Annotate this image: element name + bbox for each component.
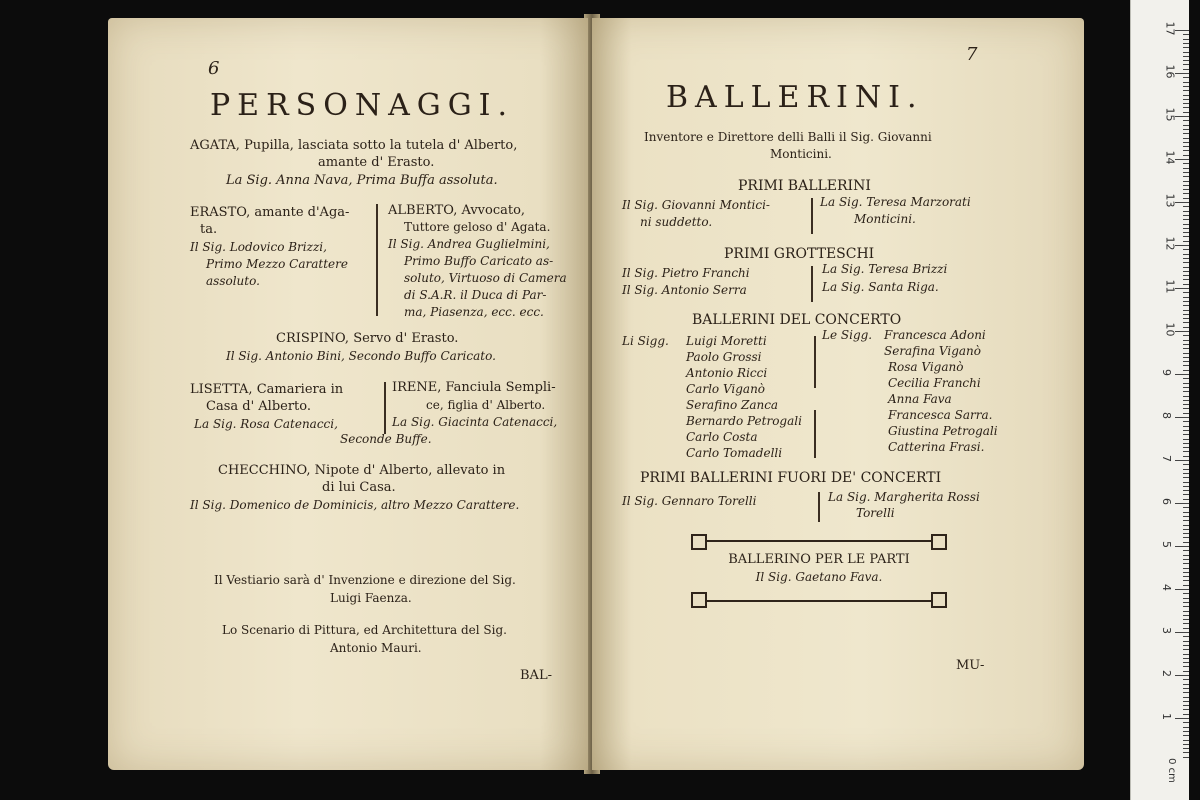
- ruler-minor-tick: [1183, 731, 1189, 732]
- ruler-minor-tick: [1183, 434, 1189, 435]
- ruler-minor-tick: [1183, 408, 1189, 409]
- concerto-right-name: Giustina Petrogali: [888, 424, 998, 438]
- ruler-minor-tick: [1183, 258, 1189, 259]
- ruler-minor-tick: [1183, 623, 1189, 624]
- ruler-minor-tick: [1183, 714, 1189, 715]
- ruler-minor-tick: [1183, 95, 1189, 96]
- ruler-minor-tick: [1183, 374, 1189, 375]
- fuori-title: PRIMI BALLERINI FUORI DE' CONCERTI: [640, 470, 942, 486]
- irene-line3: La Sig. Giacinta Catenacci,: [392, 415, 558, 429]
- ruler-minor-tick: [1183, 56, 1189, 57]
- agata-line3: La Sig. Anna Nava, Prima Buffa assoluta.: [226, 173, 498, 188]
- ruler-minor-tick: [1183, 477, 1189, 478]
- ruler-minor-tick: [1183, 383, 1189, 384]
- ruler-minor-tick: [1183, 740, 1189, 741]
- ruler-minor-tick: [1183, 348, 1189, 349]
- column-divider: [811, 198, 813, 234]
- ruler-minor-tick: [1183, 322, 1189, 323]
- ruler-minor-tick: [1183, 473, 1189, 474]
- column-divider: [376, 204, 378, 316]
- crispino-line1: CRISPINO, Servo d' Erasto.: [276, 331, 459, 346]
- ruler-minor-tick: [1183, 439, 1189, 440]
- ruler-minor-tick: [1183, 159, 1189, 160]
- ruler-minor-tick: [1183, 39, 1189, 40]
- alberto-line2: Tuttore geloso d' Agata.: [404, 220, 551, 234]
- crispino-line2: Il Sig. Antonio Bini, Secondo Buffo Caricato.: [226, 349, 496, 363]
- ruler-minor-tick: [1183, 598, 1189, 599]
- ruler-number: 12: [1163, 236, 1177, 251]
- ruler-minor-tick: [1183, 279, 1189, 280]
- ruler-minor-tick: [1183, 202, 1189, 203]
- ruler-minor-tick: [1183, 215, 1189, 216]
- ruler-minor-tick: [1183, 494, 1189, 495]
- ruler-minor-tick: [1183, 288, 1189, 289]
- ruler-minor-tick: [1183, 679, 1189, 680]
- ruler-minor-tick: [1183, 516, 1189, 517]
- ruler-minor-tick: [1183, 654, 1189, 655]
- ruler-minor-tick: [1183, 722, 1189, 723]
- ruler-number: 2: [1160, 670, 1173, 677]
- ruler-minor-tick: [1183, 735, 1189, 736]
- ruler-minor-tick: [1183, 563, 1189, 564]
- erasto-line1: ERASTO, amante d'Aga-: [190, 205, 350, 220]
- primi-grotteschi-left2: Il Sig. Antonio Serra: [622, 283, 747, 297]
- ruler-minor-tick: [1183, 86, 1189, 87]
- ruler-minor-tick: [1183, 163, 1189, 164]
- ruler-minor-tick: [1183, 146, 1189, 147]
- concerto-right-prefix: Le Sigg.: [822, 328, 873, 342]
- ruler-minor-tick: [1183, 396, 1189, 397]
- ruler-minor-tick: [1183, 206, 1189, 207]
- ruler-minor-tick: [1183, 533, 1189, 534]
- measurement-ruler: [1130, 0, 1189, 800]
- concerto-right-name: Rosa Viganò: [888, 360, 964, 374]
- ruler-minor-tick: [1183, 335, 1189, 336]
- primi-ballerini-right1: La Sig. Teresa Marzorati: [820, 195, 971, 209]
- fuori-left1: Il Sig. Gennaro Torelli: [622, 494, 757, 508]
- ruler-minor-tick: [1183, 705, 1189, 706]
- concerto-left-name: Paolo Grossi: [686, 350, 762, 364]
- ruler-minor-tick: [1183, 211, 1189, 212]
- ruler-minor-tick: [1183, 692, 1189, 693]
- concerto-left-name: Antonio Ricci: [686, 366, 768, 380]
- column-divider: [818, 492, 820, 522]
- ruler-minor-tick: [1183, 662, 1189, 663]
- ruler-minor-tick: [1183, 64, 1189, 65]
- ruler-minor-tick: [1183, 99, 1189, 100]
- ruler-minor-tick: [1183, 426, 1189, 427]
- alberto-line1: ALBERTO, Avvocato,: [388, 203, 526, 218]
- ruler-minor-tick: [1183, 267, 1189, 268]
- ruler-minor-tick: [1183, 155, 1189, 156]
- ruler-unit-label: 0 cm: [1165, 758, 1177, 783]
- concerto-right-name: Serafina Viganò: [884, 344, 981, 358]
- ruler-minor-tick: [1183, 555, 1189, 556]
- ruler-minor-tick: [1183, 52, 1189, 53]
- primi-ballerini-right2: Monticini.: [854, 212, 916, 226]
- irene-line1: IRENE, Fanciula Sempli-: [392, 380, 556, 395]
- ruler-minor-tick: [1183, 537, 1189, 538]
- ruler-minor-tick: [1183, 301, 1189, 302]
- column-divider: [384, 382, 386, 434]
- ruler-number: 8: [1160, 412, 1173, 419]
- irene-line2: ce, figlia d' Alberto.: [426, 398, 546, 412]
- column-divider: [811, 266, 813, 302]
- scenario-line1: Lo Scenario di Pittura, ed Architettura del Sig.: [222, 623, 507, 637]
- ruler-minor-tick: [1183, 632, 1189, 633]
- ruler-number: 3: [1160, 627, 1173, 634]
- ruler-minor-tick: [1183, 499, 1189, 500]
- ruler-minor-tick: [1183, 546, 1189, 547]
- ruler-number: 16: [1163, 64, 1177, 79]
- concerto-left-prefix: Li Sigg.: [622, 334, 669, 348]
- left-page: [108, 18, 588, 770]
- ruler-minor-tick: [1183, 675, 1189, 676]
- ruler-minor-tick: [1183, 353, 1189, 354]
- primi-ballerini-left1: Il Sig. Giovanni Montici-: [622, 198, 770, 212]
- ruler-minor-tick: [1183, 641, 1189, 642]
- ruler-minor-tick: [1183, 697, 1189, 698]
- concerto-right-name: Francesca Adoni: [884, 328, 986, 342]
- ruler-minor-tick: [1183, 60, 1189, 61]
- ruler-minor-tick: [1183, 168, 1189, 169]
- concerto-right-name: Catterina Frasi.: [888, 440, 985, 454]
- box-corner: [931, 534, 947, 550]
- concerto-left-name: Carlo Costa: [686, 430, 758, 444]
- ruler-number: 14: [1163, 150, 1177, 165]
- ruler-minor-tick: [1183, 602, 1189, 603]
- ruler-minor-tick: [1183, 701, 1189, 702]
- ruler-minor-tick: [1183, 327, 1189, 328]
- ruler-minor-tick: [1183, 305, 1189, 306]
- ballerino-parti-box: [699, 540, 939, 602]
- ruler-minor-tick: [1183, 275, 1189, 276]
- ruler-minor-tick: [1183, 150, 1189, 151]
- ruler-minor-tick: [1183, 520, 1189, 521]
- alberto-line5: soluto, Virtuoso di Camera: [404, 271, 567, 285]
- ruler-minor-tick: [1183, 529, 1189, 530]
- alberto-line7: ma, Piasenza, ecc. ecc.: [404, 305, 544, 319]
- concerto-left-name: Carlo Viganò: [686, 382, 766, 396]
- ruler-minor-tick: [1183, 232, 1189, 233]
- ruler-number: 9: [1160, 369, 1173, 376]
- ruler-minor-tick: [1183, 318, 1189, 319]
- concerto-right-name: Francesca Sarra.: [888, 408, 993, 422]
- box-corner: [931, 592, 947, 608]
- ruler-minor-tick: [1183, 77, 1189, 78]
- ruler-minor-tick: [1183, 611, 1189, 612]
- ruler-minor-tick: [1183, 542, 1189, 543]
- ruler-minor-tick: [1183, 744, 1189, 745]
- concerto-left-name: Serafino Zanca: [686, 398, 779, 412]
- lisetta-line3: La Sig. Rosa Catenacci,: [194, 417, 338, 431]
- ruler-minor-tick: [1183, 404, 1189, 405]
- ruler-minor-tick: [1183, 193, 1189, 194]
- ruler-minor-tick: [1183, 314, 1189, 315]
- ruler-minor-tick: [1183, 34, 1189, 35]
- ruler-minor-tick: [1183, 254, 1189, 255]
- right-page-number: 7: [966, 44, 978, 65]
- ruler-minor-tick: [1183, 284, 1189, 285]
- ruler-minor-tick: [1183, 387, 1189, 388]
- ruler-minor-tick: [1183, 176, 1189, 177]
- right-catchword: MU-: [956, 658, 985, 673]
- ruler-minor-tick: [1183, 430, 1189, 431]
- ruler-minor-tick: [1183, 185, 1189, 186]
- ruler-minor-tick: [1183, 69, 1189, 70]
- ruler-minor-tick: [1183, 172, 1189, 173]
- concerto-right-name: Cecilia Franchi: [888, 376, 981, 390]
- inventore-line1: Inventore e Direttore delli Balli il Sig. Giovanni: [644, 130, 932, 144]
- ruler-number: 11: [1163, 279, 1177, 294]
- ruler-minor-tick: [1183, 580, 1189, 581]
- ruler-number: 13: [1163, 193, 1177, 208]
- ruler-minor-tick: [1183, 112, 1189, 113]
- ruler-minor-tick: [1183, 241, 1189, 242]
- ruler-minor-tick: [1183, 417, 1189, 418]
- ruler-minor-tick: [1183, 709, 1189, 710]
- ruler-minor-tick: [1183, 606, 1189, 607]
- ruler-minor-tick: [1183, 361, 1189, 362]
- erasto-line5: assoluto.: [206, 274, 260, 288]
- ruler-minor-tick: [1183, 391, 1189, 392]
- ruler-minor-tick: [1183, 490, 1189, 491]
- ruler-minor-tick: [1183, 752, 1189, 753]
- ruler-minor-tick: [1183, 486, 1189, 487]
- parti-line2: Il Sig. Gaetano Fava.: [755, 570, 883, 584]
- ruler-minor-tick: [1183, 585, 1189, 586]
- alberto-line4: Primo Buffo Caricato as-: [404, 254, 554, 268]
- concerto-right-name: Anna Fava: [888, 392, 952, 406]
- vestiario-line1: Il Vestiario sarà d' Invenzione e direzione del Sig.: [214, 573, 516, 587]
- ruler-minor-tick: [1183, 271, 1189, 272]
- seconde-buffe: Seconde Buffe.: [340, 432, 432, 446]
- ruler-minor-tick: [1183, 103, 1189, 104]
- checchino-line2: di lui Casa.: [322, 480, 396, 495]
- ruler-minor-tick: [1183, 120, 1189, 121]
- agata-line1: AGATA, Pupilla, lasciata sotto la tutela d' Alberto,: [190, 138, 518, 153]
- inventore-line2: Monticini.: [770, 147, 832, 161]
- alberto-line3: Il Sig. Andrea Guglielmini,: [388, 237, 550, 251]
- ruler-minor-tick: [1183, 413, 1189, 414]
- ruler-minor-tick: [1183, 129, 1189, 130]
- primi-grotteschi-right1: La Sig. Teresa Brizzi: [822, 262, 948, 276]
- ruler-minor-tick: [1183, 482, 1189, 483]
- ruler-minor-tick: [1183, 688, 1189, 689]
- ruler-minor-tick: [1183, 181, 1189, 182]
- ruler-number: 6: [1160, 498, 1173, 505]
- primi-ballerini-left2: ni suddetto.: [640, 215, 713, 229]
- ruler-minor-tick: [1183, 628, 1189, 629]
- ruler-minor-tick: [1183, 718, 1189, 719]
- ruler-minor-tick: [1183, 340, 1189, 341]
- ruler-minor-tick: [1183, 572, 1189, 573]
- ruler-minor-tick: [1183, 645, 1189, 646]
- right-page: [592, 18, 1084, 770]
- ruler-number: 10: [1163, 322, 1177, 337]
- ruler-minor-tick: [1183, 82, 1189, 83]
- ruler-minor-tick: [1183, 576, 1189, 577]
- ruler-number: 5: [1160, 541, 1173, 548]
- ruler-minor-tick: [1183, 370, 1189, 371]
- ruler-minor-tick: [1183, 292, 1189, 293]
- ruler-minor-tick: [1183, 116, 1189, 117]
- primi-grotteschi-left1: Il Sig. Pietro Franchi: [622, 266, 750, 280]
- primi-grotteschi-title: PRIMI GROTTESCHI: [724, 246, 875, 262]
- left-page-number: 6: [208, 58, 220, 79]
- ruler-minor-tick: [1183, 507, 1189, 508]
- ruler-minor-tick: [1183, 357, 1189, 358]
- ruler-minor-tick: [1183, 219, 1189, 220]
- ruler-minor-tick: [1183, 249, 1189, 250]
- ruler-minor-tick: [1183, 30, 1189, 31]
- ruler-minor-tick: [1183, 589, 1189, 590]
- lisetta-line1: LISETTA, Camariera in: [190, 382, 344, 397]
- ruler-minor-tick: [1183, 748, 1189, 749]
- primi-ballerini-title: PRIMI BALLERINI: [738, 178, 871, 194]
- ruler-minor-tick: [1183, 615, 1189, 616]
- ruler-minor-tick: [1183, 671, 1189, 672]
- ruler-minor-tick: [1183, 568, 1189, 569]
- alberto-line6: di S.A.R. il Duca di Par-: [404, 288, 547, 302]
- ruler-minor-tick: [1183, 593, 1189, 594]
- agata-line2: amante d' Erasto.: [318, 155, 435, 170]
- ruler-minor-tick: [1183, 757, 1189, 758]
- ruler-minor-tick: [1183, 727, 1189, 728]
- ruler-minor-tick: [1183, 310, 1189, 311]
- ruler-minor-tick: [1183, 297, 1189, 298]
- ruler-minor-tick: [1183, 464, 1189, 465]
- ruler-minor-tick: [1183, 469, 1189, 470]
- ruler-minor-tick: [1183, 559, 1189, 560]
- box-corner: [691, 534, 707, 550]
- ruler-minor-tick: [1183, 451, 1189, 452]
- ruler-minor-tick: [1183, 456, 1189, 457]
- ruler-minor-tick: [1183, 378, 1189, 379]
- ruler-minor-tick: [1183, 228, 1189, 229]
- ruler-minor-tick: [1183, 421, 1189, 422]
- ruler-minor-tick: [1183, 525, 1189, 526]
- ruler-minor-tick: [1183, 443, 1189, 444]
- concerto-left-name: Luigi Moretti: [686, 334, 767, 348]
- vestiario-line2: Luigi Faenza.: [330, 591, 412, 605]
- ruler-minor-tick: [1183, 47, 1189, 48]
- concerto-title: BALLERINI DEL CONCERTO: [692, 312, 902, 328]
- erasto-line2: ta.: [200, 222, 218, 237]
- checchino-line1: CHECCHINO, Nipote d' Alberto, allevato in: [218, 463, 506, 478]
- ruler-minor-tick: [1183, 658, 1189, 659]
- ruler-minor-tick: [1183, 245, 1189, 246]
- left-page-heading: PERSONAGGI.: [210, 88, 515, 123]
- ruler-minor-tick: [1183, 666, 1189, 667]
- ruler-minor-tick: [1183, 189, 1189, 190]
- concerto-left-name: Bernardo Petrogali: [686, 414, 802, 428]
- ruler-minor-tick: [1183, 138, 1189, 139]
- ruler-minor-tick: [1183, 236, 1189, 237]
- ruler-minor-tick: [1183, 107, 1189, 108]
- ruler-minor-tick: [1183, 331, 1189, 332]
- ruler-number: 4: [1160, 584, 1173, 591]
- ruler-minor-tick: [1183, 133, 1189, 134]
- scenario-line2: Antonio Mauri.: [330, 641, 422, 655]
- checchino-line3: Il Sig. Domenico de Dominicis, altro Mezzo Carattere.: [190, 498, 520, 512]
- ruler-minor-tick: [1183, 550, 1189, 551]
- ruler-minor-tick: [1183, 365, 1189, 366]
- concerto-left-name: Carlo Tomadelli: [686, 446, 783, 460]
- fuori-right2: Torelli: [856, 506, 895, 520]
- ruler-minor-tick: [1183, 400, 1189, 401]
- ruler-minor-tick: [1183, 512, 1189, 513]
- ruler-minor-tick: [1183, 636, 1189, 637]
- ruler-minor-tick: [1183, 344, 1189, 345]
- lisetta-line2: Casa d' Alberto.: [206, 399, 312, 414]
- ruler-minor-tick: [1183, 198, 1189, 199]
- ruler-minor-tick: [1183, 43, 1189, 44]
- ruler-minor-tick: [1183, 73, 1189, 74]
- erasto-line3: Il Sig. Lodovico Brizzi,: [190, 240, 327, 254]
- ruler-minor-tick: [1183, 619, 1189, 620]
- ruler-number: 17: [1163, 21, 1177, 36]
- ruler-minor-tick: [1183, 125, 1189, 126]
- ruler-minor-tick: [1183, 224, 1189, 225]
- column-divider: [814, 410, 816, 458]
- primi-grotteschi-right2: La Sig. Santa Riga.: [822, 280, 939, 294]
- right-page-heading: BALLERINI.: [666, 80, 924, 115]
- ruler-minor-tick: [1183, 262, 1189, 263]
- ruler-minor-tick: [1183, 90, 1189, 91]
- fuori-right1: La Sig. Margherita Rossi: [828, 490, 980, 504]
- ruler-minor-tick: [1183, 649, 1189, 650]
- ruler-number: 7: [1160, 455, 1173, 462]
- ruler-number: 15: [1163, 107, 1177, 122]
- ruler-minor-tick: [1183, 503, 1189, 504]
- ruler-minor-tick: [1183, 142, 1189, 143]
- box-corner: [691, 592, 707, 608]
- ruler-minor-tick: [1183, 684, 1189, 685]
- ruler-minor-tick: [1183, 447, 1189, 448]
- left-catchword: BAL-: [520, 668, 552, 683]
- column-divider: [814, 336, 816, 388]
- parti-line1: BALLERINO PER LE PARTI: [728, 552, 910, 567]
- erasto-line4: Primo Mezzo Carattere: [206, 257, 348, 271]
- ruler-minor-tick: [1183, 460, 1189, 461]
- ruler-number: 1: [1160, 713, 1173, 720]
